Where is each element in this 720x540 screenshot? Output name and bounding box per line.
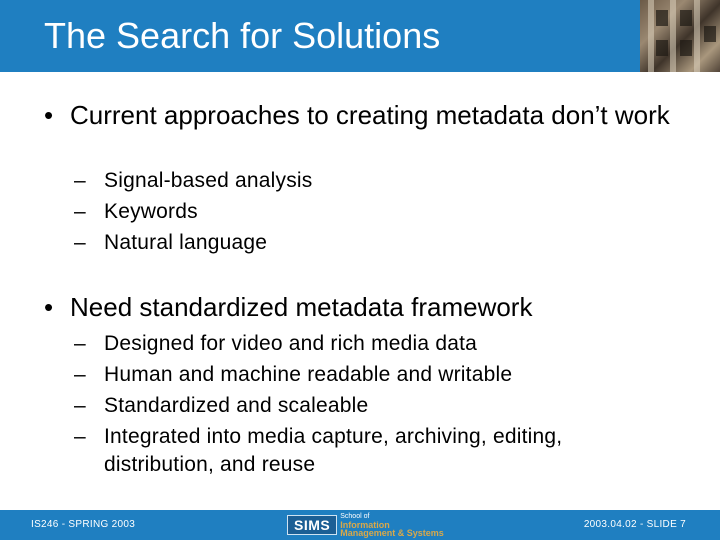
sub-bullet-marker: – — [74, 200, 86, 223]
sub-bullet-text: Integrated into media capture, archiving, editing, — [104, 425, 563, 448]
sub-bullet-text: distribution, and reuse — [104, 453, 316, 476]
sub-bullet-text: Human and machine readable and writable — [104, 363, 513, 386]
sub-bullet-marker: – — [74, 425, 86, 448]
sims-logo-text — [340, 513, 444, 537]
sub-bullet-text: Keywords — [104, 200, 198, 223]
bullet-marker: • — [44, 292, 54, 322]
slide-title: The Search for Solutions — [44, 15, 441, 56]
building-photo-icon — [640, 0, 720, 72]
sims-logo-mark: SIMS — [287, 515, 337, 535]
logo-line-3: Management & Systems — [340, 528, 444, 538]
sims-logo — [287, 513, 444, 538]
sub-bullet-text: Signal-based analysis — [104, 169, 313, 192]
sub-bullet-marker: – — [74, 332, 86, 355]
sub-bullet-text: Standardized and scaleable — [104, 394, 369, 417]
bullet-marker: • — [44, 100, 54, 130]
logo-line-2: Information — [340, 520, 390, 530]
sub-bullet-marker: – — [74, 169, 86, 192]
sub-bullet-marker: – — [74, 363, 86, 386]
slide-number-label: 2003.04.02 - SLIDE 7 — [583, 519, 686, 530]
sub-bullet-text: Natural language — [104, 231, 268, 254]
sub-bullet-text: Designed for video and rich media data — [104, 332, 477, 355]
logo-line-1: School of — [340, 513, 370, 520]
bullet-text: Current approaches to creating metadata don’t work — [70, 100, 670, 130]
footer-bar — [0, 510, 720, 540]
sub-bullet-marker: – — [74, 231, 86, 254]
sub-bullet-marker: – — [74, 394, 86, 417]
course-label: IS246 - SPRING 2003 — [31, 519, 136, 530]
bullet-text: Need standardized metadata framework — [70, 292, 533, 322]
title-bar — [0, 0, 720, 72]
